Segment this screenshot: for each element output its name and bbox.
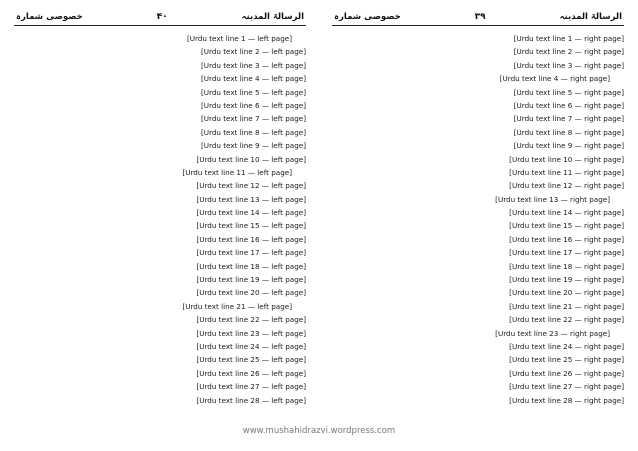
- text-line: [Urdu text line 12 — right page]: [509, 181, 624, 191]
- left-running-head-title: الرسالۃ المدینہ: [241, 12, 304, 22]
- text-line: [Urdu text line 25 — right page]: [509, 355, 624, 365]
- text-line: [Urdu text line 18 — left page]: [196, 261, 306, 271]
- text-line: [Urdu text line 27 — right page]: [509, 382, 624, 392]
- text-line: [Urdu text line 17 — right page]: [509, 248, 624, 258]
- text-line: [Urdu text line 13 — left page]: [196, 194, 306, 204]
- text-line: [Urdu text line 8 — left page]: [200, 127, 306, 137]
- left-running-head: [14, 8, 306, 26]
- text-line: [Urdu text line 16 — left page]: [196, 234, 306, 244]
- text-line: [Urdu text line 26 — right page]: [509, 368, 624, 378]
- right-running-head: [332, 8, 624, 26]
- text-line: [Urdu text line 10 — right page]: [509, 154, 624, 164]
- left-running-head-subtitle: خصوصی شمارہ: [16, 12, 83, 22]
- text-line: [Urdu text line 8 — right page]: [513, 127, 624, 137]
- text-line: [Urdu text line 28 — left page]: [196, 395, 306, 405]
- text-line: [Urdu text line 23 — right page]: [495, 328, 610, 338]
- text-line: [Urdu text line 21 — right page]: [509, 301, 624, 311]
- footer-url: www.mushahidrazvi.wordpress.com: [242, 426, 396, 436]
- text-line: [Urdu text line 21 — left page]: [182, 301, 292, 311]
- right-page: [332, 8, 624, 420]
- text-line: [Urdu text line 28 — right page]: [509, 395, 624, 405]
- text-line: [Urdu text line 11 — right page]: [509, 167, 624, 177]
- right-page-body: [332, 26, 624, 407]
- text-line: [Urdu text line 20 — left page]: [196, 288, 306, 298]
- text-line: [Urdu text line 2 — right page]: [513, 47, 624, 57]
- text-line: [Urdu text line 15 — right page]: [509, 221, 624, 231]
- left-page-number: ۴۰: [156, 11, 168, 22]
- text-line: [Urdu text line 14 — right page]: [509, 208, 624, 218]
- text-line: [Urdu text line 5 — left page]: [200, 87, 306, 97]
- text-line: [Urdu text line 6 — right page]: [513, 100, 624, 110]
- text-line: [Urdu text line 14 — left page]: [196, 208, 306, 218]
- text-line: [Urdu text line 9 — right page]: [513, 141, 624, 151]
- text-line: [Urdu text line 15 — left page]: [196, 221, 306, 231]
- left-page-body: [14, 26, 306, 407]
- text-line: [Urdu text line 5 — right page]: [513, 87, 624, 97]
- text-line: [Urdu text line 7 — right page]: [513, 114, 624, 124]
- text-line: [Urdu text line 20 — right page]: [509, 288, 624, 298]
- right-running-head-subtitle: خصوصی شمارہ: [334, 12, 401, 22]
- right-page-number: ۳۹: [474, 11, 486, 22]
- text-line: [Urdu text line 24 — right page]: [509, 341, 624, 351]
- text-line: [Urdu text line 17 — left page]: [196, 248, 306, 258]
- text-line: [Urdu text line 9 — left page]: [200, 141, 306, 151]
- text-line: [Urdu text line 1 — left page]: [186, 34, 292, 43]
- text-line: [Urdu text line 3 — left page]: [200, 60, 306, 70]
- text-line: [Urdu text line 16 — right page]: [509, 234, 624, 244]
- text-line: [Urdu text line 11 — left page]: [182, 167, 292, 177]
- text-line: [Urdu text line 24 — left page]: [196, 341, 306, 351]
- text-line: [Urdu text line 1 — right page]: [513, 34, 624, 43]
- left-page: [14, 8, 306, 420]
- text-line: [Urdu text line 22 — right page]: [509, 315, 624, 325]
- text-line: [Urdu text line 12 — left page]: [196, 181, 306, 191]
- text-line: [Urdu text line 23 — left page]: [196, 328, 306, 338]
- text-line: [Urdu text line 7 — left page]: [200, 114, 306, 124]
- text-line: [Urdu text line 27 — left page]: [196, 382, 306, 392]
- text-line: [Urdu text line 18 — right page]: [509, 261, 624, 271]
- text-line: [Urdu text line 3 — right page]: [513, 60, 624, 70]
- text-line: [Urdu text line 19 — right page]: [509, 275, 624, 285]
- text-line: [Urdu text line 4 — right page]: [499, 74, 610, 84]
- text-line: [Urdu text line 13 — right page]: [495, 194, 610, 204]
- text-line: [Urdu text line 2 — left page]: [200, 47, 306, 57]
- text-line: [Urdu text line 19 — left page]: [196, 275, 306, 285]
- text-line: [Urdu text line 4 — left page]: [200, 74, 306, 84]
- text-line: [Urdu text line 6 — left page]: [200, 100, 306, 110]
- text-line: [Urdu text line 10 — left page]: [196, 154, 306, 164]
- text-line: [Urdu text line 25 — left page]: [196, 355, 306, 365]
- text-line: [Urdu text line 26 — left page]: [196, 368, 306, 378]
- text-line: [Urdu text line 22 — left page]: [196, 315, 306, 325]
- right-running-head-title: الرسالۃ المدینہ: [559, 12, 622, 22]
